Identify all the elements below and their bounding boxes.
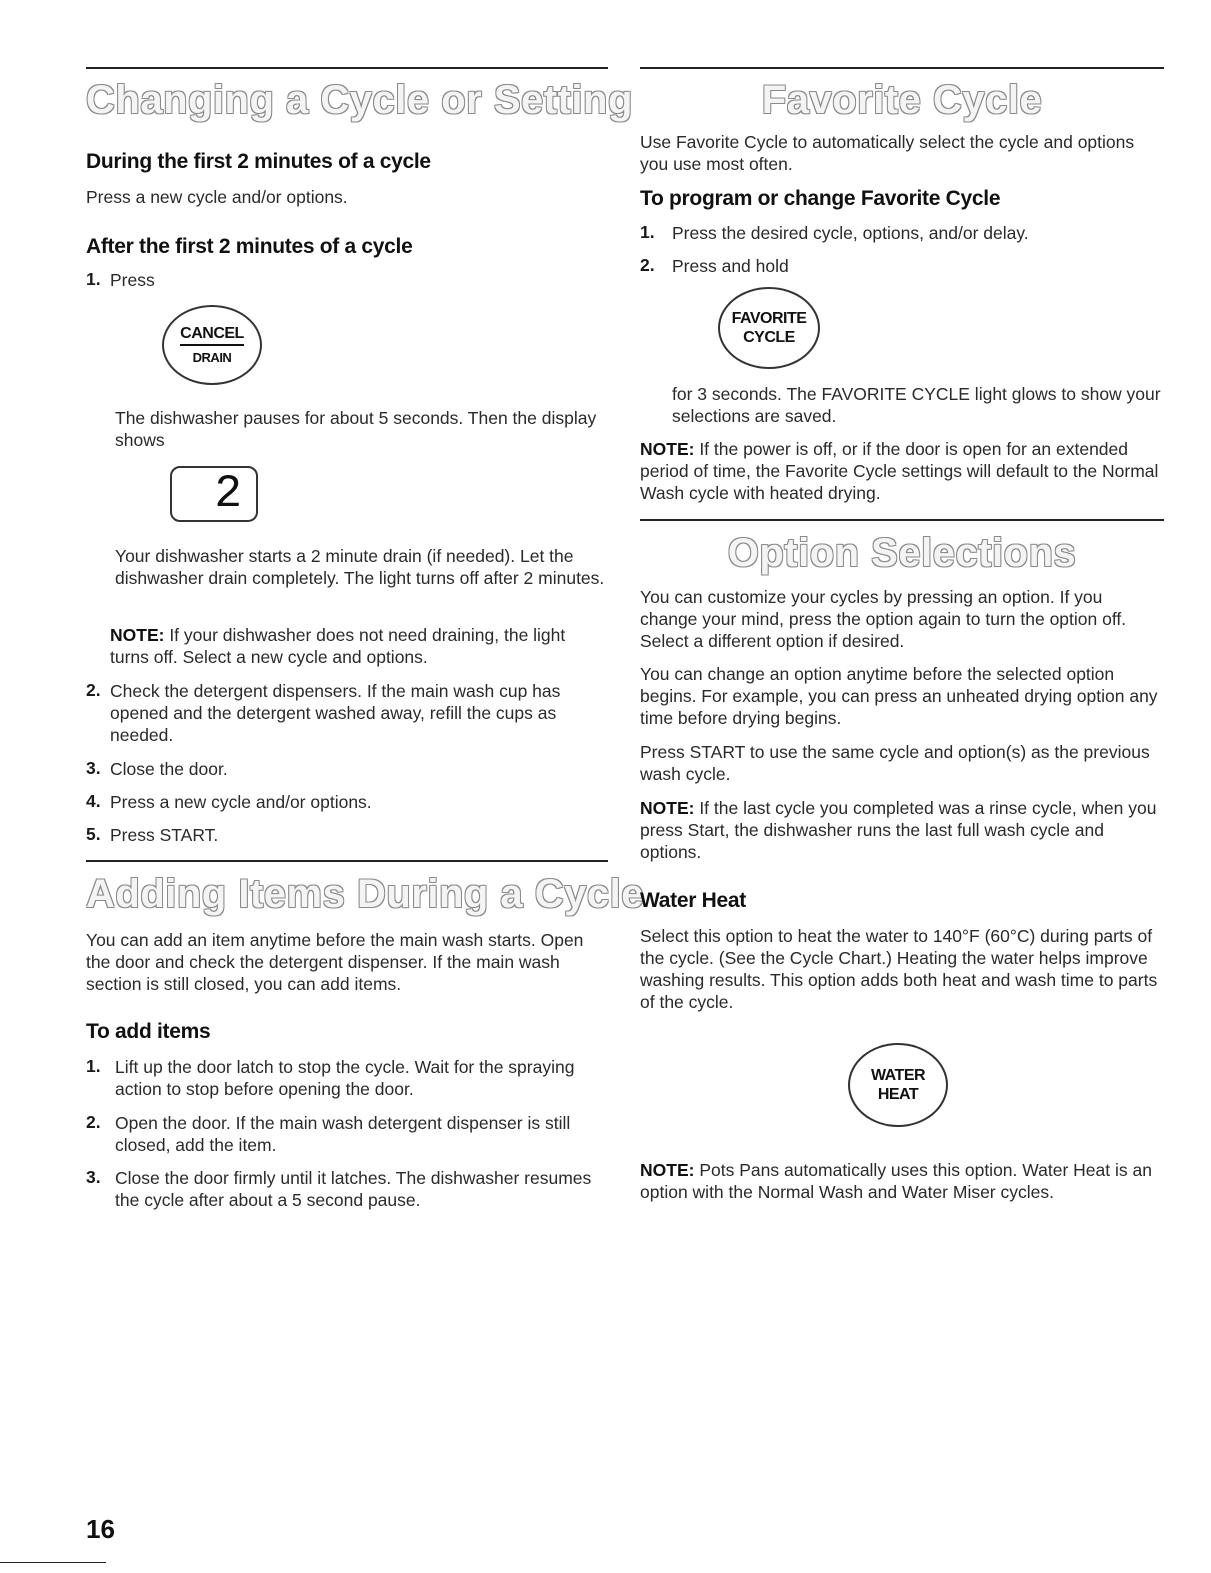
note-text: If the power is off, or if the door is open for an extended period of time, the Favorite Cycle settings will default to the Normal Wash cycle with heated drying.: [640, 439, 1159, 503]
to-add-items-heading: To add items: [86, 1020, 211, 1043]
step-number: 5.: [86, 824, 101, 844]
step-number: 2.: [86, 1112, 101, 1132]
step-number: 4.: [86, 791, 101, 811]
step-text: Check the detergent dispensers. If the main wash cup has opened and the detergent washed away, refill the cups as needed.: [110, 681, 561, 745]
step-number: 1.: [86, 269, 101, 289]
water-heat-button-icon: [848, 1043, 948, 1127]
adding-items-title: Adding Items During a Cycle: [86, 872, 645, 916]
options-p1: You can customize your cycles by pressing an option. If you change your mind, press the option again to turn the option off. Select a different option if desired.: [640, 587, 1127, 651]
step-text: Press START.: [110, 825, 219, 845]
drain-text: Your dishwasher starts a 2 minute drain (if needed). Let the dishwasher drain completely. The light turns off after 2 minutes.: [115, 546, 605, 588]
note-text: Pots Pans automatically uses this option. Water Heat is an option with the Normal Wash and Water Miser cycles.: [640, 1160, 1152, 1202]
cancel-drain-button-icon: [162, 305, 262, 385]
options-p2: You can change an option anytime before the selected option begins. For example, you can press an unheated drying option any time before drying begins.: [640, 664, 1158, 728]
step-text: Press: [110, 270, 155, 290]
section-rule: [86, 67, 608, 69]
note-draining: [110, 624, 608, 668]
note-text: If your dishwasher does not need draining, the light turns off. Select a new cycle and options.: [110, 625, 566, 667]
first-2-minutes-text: Press a new cycle and/or options.: [86, 187, 348, 207]
step-number: 2.: [86, 680, 101, 700]
step-text: Press the desired cycle, options, and/or delay.: [672, 223, 1029, 243]
step-text: Lift up the door latch to stop the cycle. Wait for the spraying action to stop before opening the door.: [115, 1057, 575, 1099]
section-rule: [640, 519, 1164, 521]
changing-cycle-title: Changing a Cycle or Setting: [86, 78, 633, 122]
favorite-intro: Use Favorite Cycle to automatically select the cycle and options you use most often.: [640, 132, 1135, 174]
note-options: [640, 797, 1164, 863]
step-number: 1.: [86, 1056, 101, 1076]
note-label: NOTE:: [640, 798, 695, 818]
section-rule: [640, 67, 1164, 69]
favorite-cycle-button-icon: [718, 287, 820, 369]
step-number: 1.: [640, 222, 655, 242]
favorite-cycle-title: Favorite Cycle: [761, 78, 1043, 122]
note-text: If the last cycle you completed was a rinse cycle, when you press Start, the dishwasher runs the last full wash cycle and options.: [640, 798, 1157, 862]
note-label: NOTE:: [110, 625, 165, 645]
hold-text: for 3 seconds. The FAVORITE CYCLE light glows to show your selections are saved.: [672, 384, 1161, 426]
water-label: WATER: [870, 1067, 926, 1084]
display-readout: 2: [170, 466, 258, 522]
adding-intro: You can add an item anytime before the main wash starts. Open the door and check the detergent dispenser. If the main wash section is still closed, you can add items.: [86, 930, 584, 994]
step-text: Press a new cycle and/or options.: [110, 792, 372, 812]
heat-label: HEAT: [877, 1086, 919, 1103]
section-rule: [86, 860, 608, 862]
favorite-label: FAVORITE: [731, 310, 807, 327]
option-selections-title: Option Selections: [727, 531, 1077, 575]
cancel-label: CANCEL: [180, 324, 244, 346]
water-heat-text: Select this option to heat the water to 140°F (60°C) during parts of the cycle. (See the Cycle Chart.) Heating the water helps improve washing results. This option adds both heat and wash time to parts of the cycle.: [640, 926, 1158, 1012]
note-label: NOTE:: [640, 439, 695, 459]
footer-rule: [0, 1562, 106, 1563]
first-2-minutes-heading: During the first 2 minutes of a cycle: [86, 150, 431, 173]
after-2-minutes-heading: After the first 2 minutes of a cycle: [86, 235, 413, 258]
note-favorite: [640, 438, 1164, 504]
water-heat-heading: Water Heat: [640, 889, 746, 912]
page-number: 16: [86, 1514, 115, 1544]
options-p3: Press START to use the same cycle and option(s) as the previous wash cycle.: [640, 742, 1150, 784]
cycle-label: CYCLE: [743, 329, 795, 346]
step-text: Press and hold: [672, 256, 789, 276]
pause-text: The dishwasher pauses for about 5 seconds. Then the display shows: [115, 408, 597, 450]
step-text: Open the door. If the main wash detergent dispenser is still closed, add the item.: [115, 1113, 571, 1155]
step-text: Close the door firmly until it latches. The dishwasher resumes the cycle after about a 5 second pause.: [115, 1168, 592, 1210]
note-water-heat: [640, 1159, 1164, 1203]
step-number: 3.: [86, 758, 101, 778]
step-number: 3.: [86, 1167, 101, 1187]
drain-label: DRAIN: [192, 349, 232, 365]
program-favorite-heading: To program or change Favorite Cycle: [640, 187, 1001, 210]
note-label: NOTE:: [640, 1160, 695, 1180]
step-text: Close the door.: [110, 759, 228, 779]
step-number: 2.: [640, 255, 655, 275]
